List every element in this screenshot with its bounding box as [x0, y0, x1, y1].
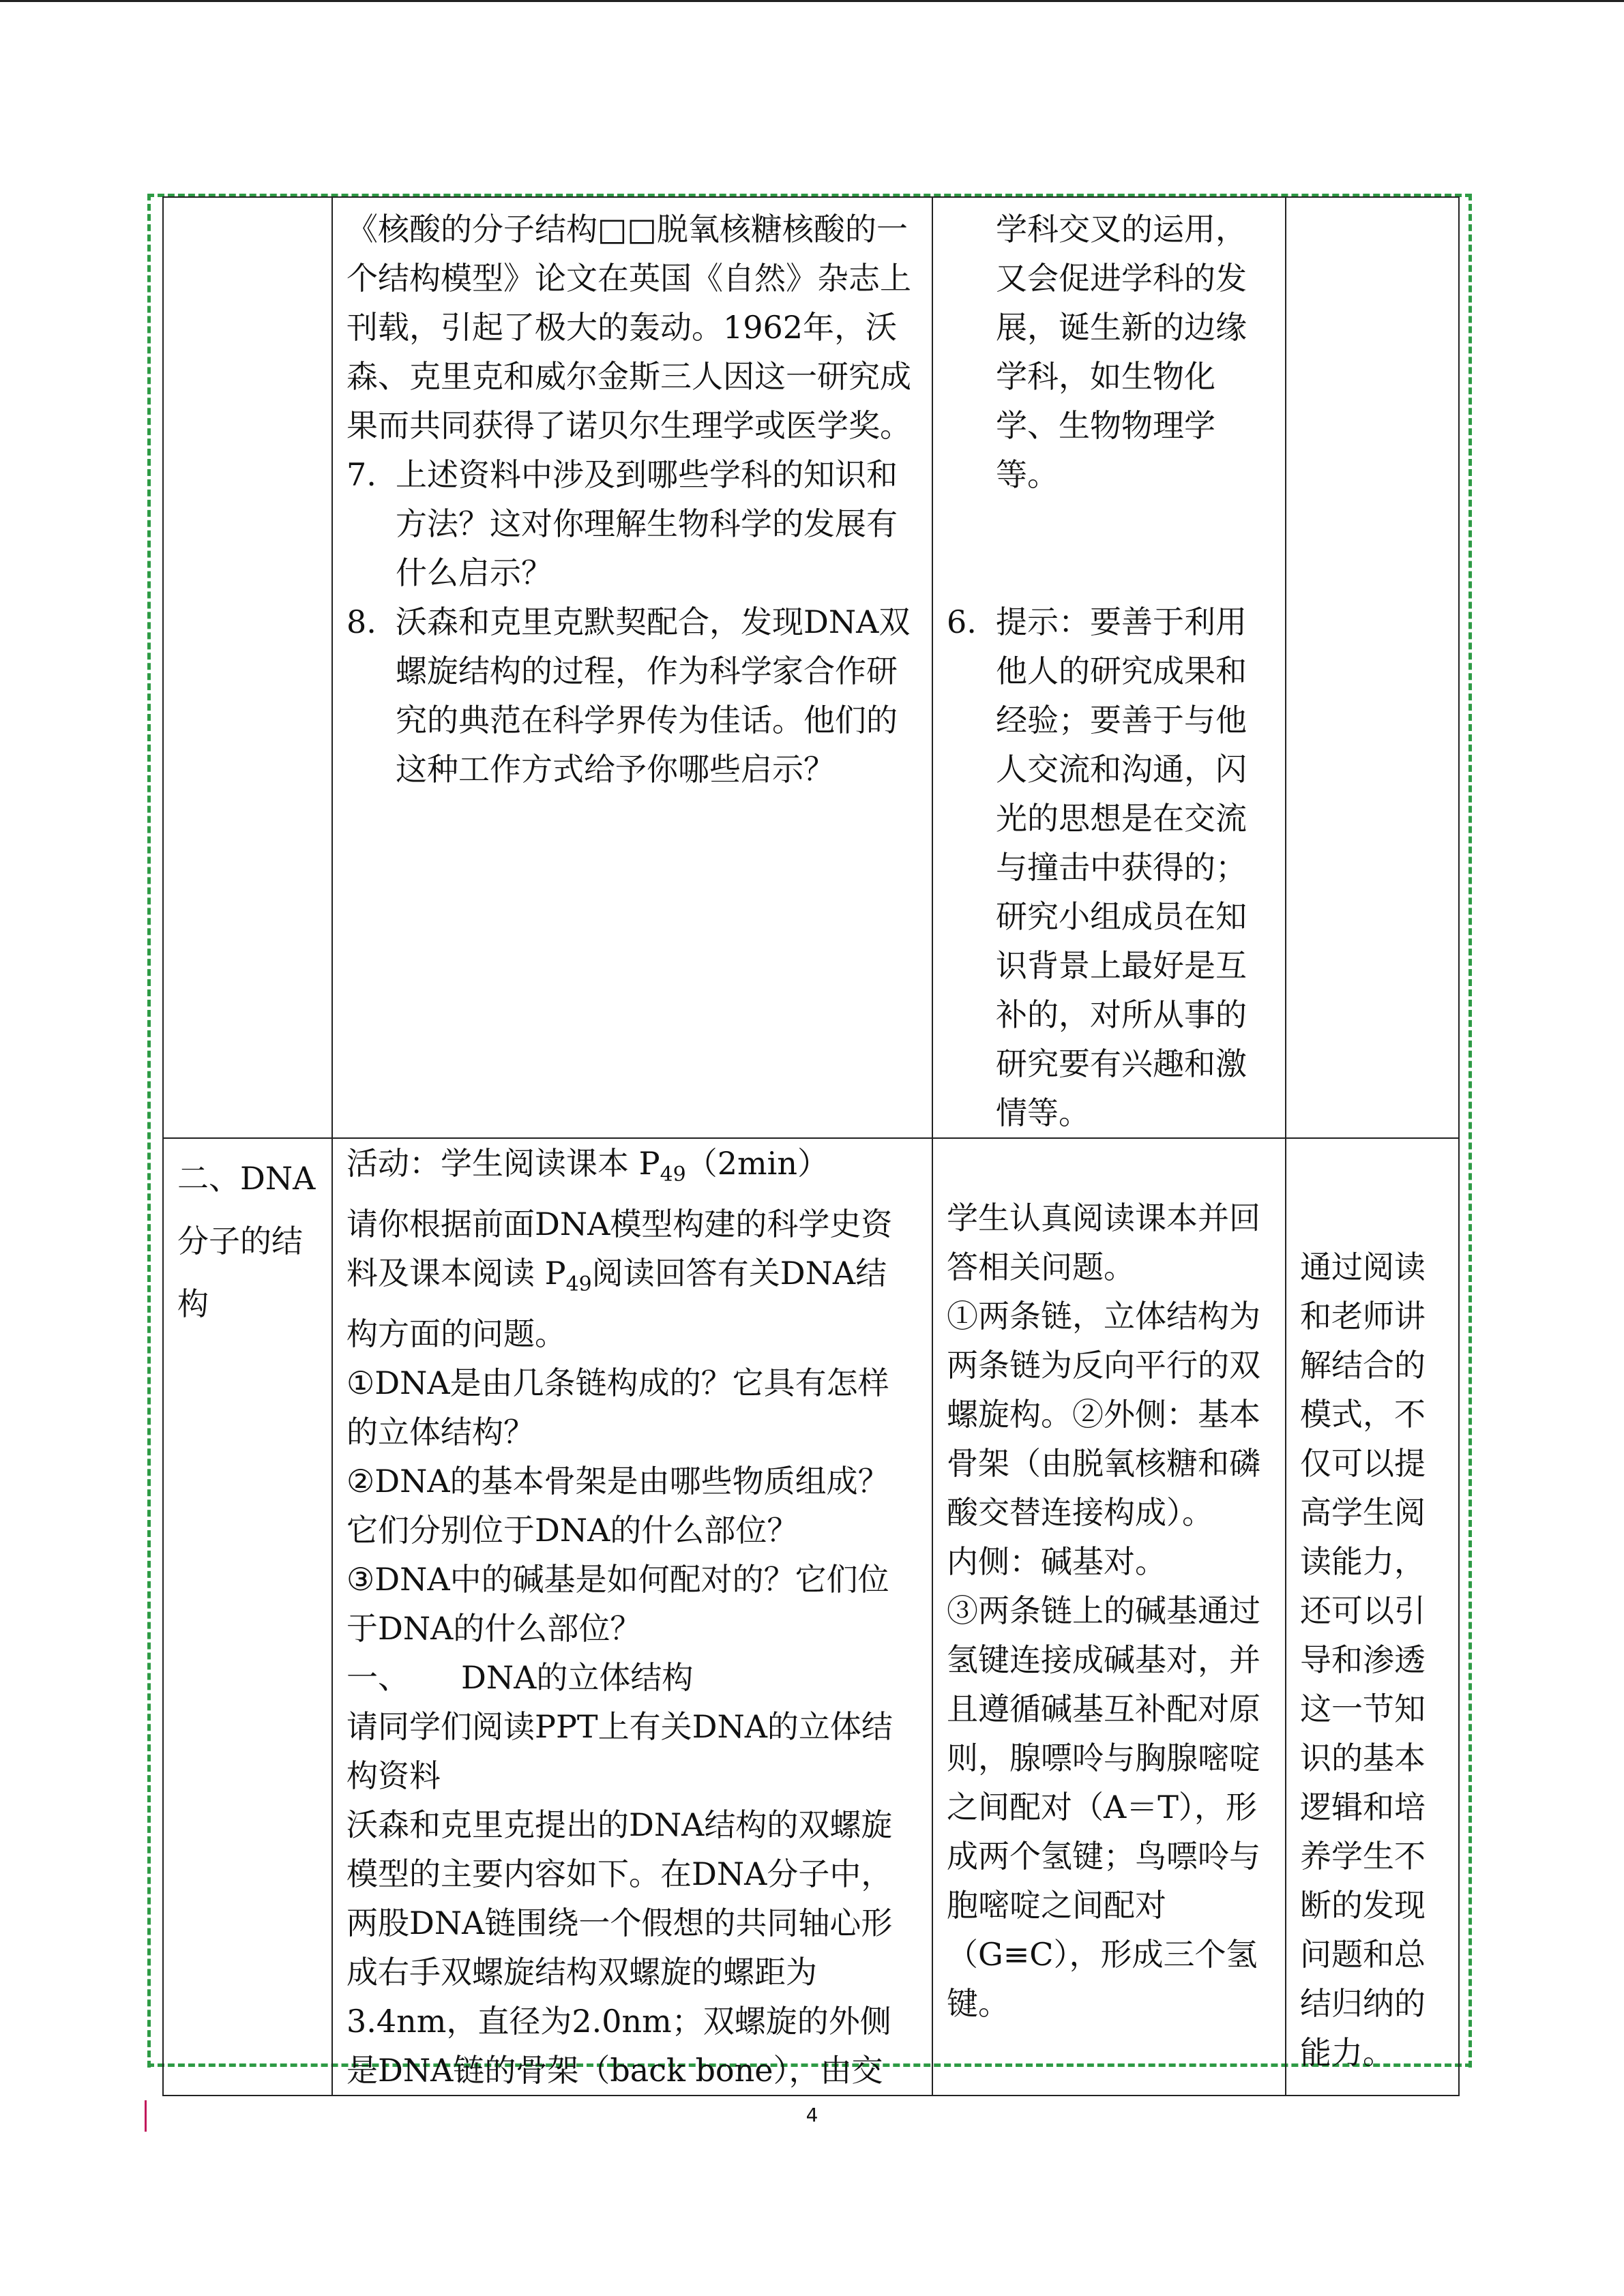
- question-number: 8.: [346, 603, 377, 640]
- question-1: ①DNA是由几条链构成的？它具有怎样的立体结构？: [346, 1365, 889, 1451]
- answer-1-2: ①两条链，立体结构为两条链为反向平行的双螺旋构。②外侧：基本骨架（由脱氧核糖和磷酸交替连接构成）。: [947, 1298, 1260, 1531]
- answer-inner: 内侧：碱基对。: [947, 1543, 1166, 1580]
- design-intent: 通过阅读和老师讲解结合的模式，不仅可以提高学生阅读能力，还可以引导和渗透这一节知识的基本逻辑和培养学生不断的发现问题和总结归纳的能力。: [1300, 1249, 1426, 2071]
- question-number: 7.: [346, 456, 377, 493]
- lesson-plan-table: [162, 196, 1460, 2096]
- answer-6: [947, 597, 1271, 1137]
- history-paragraph: 《核酸的分子结构□□脱氧核糖核酸的一个结构模型》论文在英国《自然》杂志上刊载，引起了极大的轰动。1962年，沃森、克里克和威尔金斯三人因这一研究成果而共同获得了诺贝尔生理学或医学奖。: [346, 211, 911, 444]
- row1-design-intent-cell: [1286, 197, 1459, 1138]
- page-number: 4: [806, 2104, 818, 2126]
- row2-teacher-activity-cell: [332, 1138, 932, 2096]
- row1-teacher-activity-cell: [332, 197, 932, 1138]
- frame-dash-right: [1468, 194, 1472, 2068]
- row1-student-activity-cell: [932, 197, 1286, 1138]
- model-paragraph: 沃森和克里克提出的DNA结构的双螺旋模型的主要内容如下。在DNA分子中，两股DNA链围绕一个假想的共同轴心形成右手双螺旋结构双螺旋的螺距为3.4nm，直径为2.0nm；双螺旋的外侧是DNA链的骨架（back bone），由交: [346, 1806, 893, 2089]
- subheading: 一、 DNA的立体结构: [346, 1659, 694, 1697]
- spacer: [947, 499, 1271, 548]
- intro-paragraph: 请你根据前面DNA模型构建的科学史资料及课本阅读 $P_{49}$阅读回答有关DNA结构方面的问题。: [346, 1206, 893, 1353]
- activity-line: 活动：学生阅读课本 $P_{49}(2\min)$: [346, 1145, 829, 1187]
- section-title-cell: [163, 1138, 332, 2096]
- table-row: [163, 197, 1459, 1138]
- row1-section-cell: [163, 197, 332, 1138]
- table-row: [163, 1138, 1459, 2096]
- row2-student-activity-cell: [932, 1138, 1286, 2096]
- student-lead: 学生认真阅读课本并回答相关问题。: [947, 1199, 1260, 1285]
- answer-7-text: 学科交叉的运用，又会促进学科的发展，诞生新的边缘学科，如生物化学、生物物理学等。: [996, 211, 1247, 493]
- frame-dash-left: [147, 194, 151, 2068]
- question-text: 上述资料中涉及到哪些学科的知识和方法？这对你理解生物科学的发展有什么启示？: [396, 456, 898, 591]
- question-8: [346, 597, 918, 794]
- page-top-rule: [0, 0, 1624, 2]
- question-text: 沃森和克里克默契配合，发现DNA双螺旋结构的过程，作为科学家合作研究的典范在科学界传为佳话。他们的这种工作方式给予你哪些启示？: [396, 603, 911, 788]
- row2-design-intent-cell: [1286, 1138, 1459, 2096]
- question-7: [346, 450, 918, 597]
- section-title: 二、DNA分子的结构: [177, 1160, 316, 1322]
- answer-3: ③两条链上的碱基通过氢键连接成碱基对，并且遵循碱基互补配对原则，腺嘌呤与胸腺嘧啶之间配对（A＝T），形成两个氢键；鸟嘌呤与胞嘧啶之间配对（G≡C），形成三个氢键。: [947, 1592, 1260, 2022]
- spacer: [947, 548, 1271, 597]
- question-2: ②DNA的基本骨架是由哪些物质组成？它们分别位于DNA的什么部位？: [346, 1463, 889, 1549]
- answer-number: 6.: [947, 603, 977, 640]
- ppt-instruction: 请同学们阅读PPT上有关DNA的立体结构资料: [346, 1708, 893, 1795]
- question-3: ③DNA中的碱基是如何配对的？它们位于DNA的什么部位？: [346, 1561, 889, 1648]
- answer-text: 提示：要善于利用他人的研究成果和经验；要善于与他人交流和沟通，闪光的思想是在交流与撞击中获得的；研究小组成员在知识背景上最好是互补的，对所从事的研究要有兴趣和激情等。: [996, 603, 1247, 1131]
